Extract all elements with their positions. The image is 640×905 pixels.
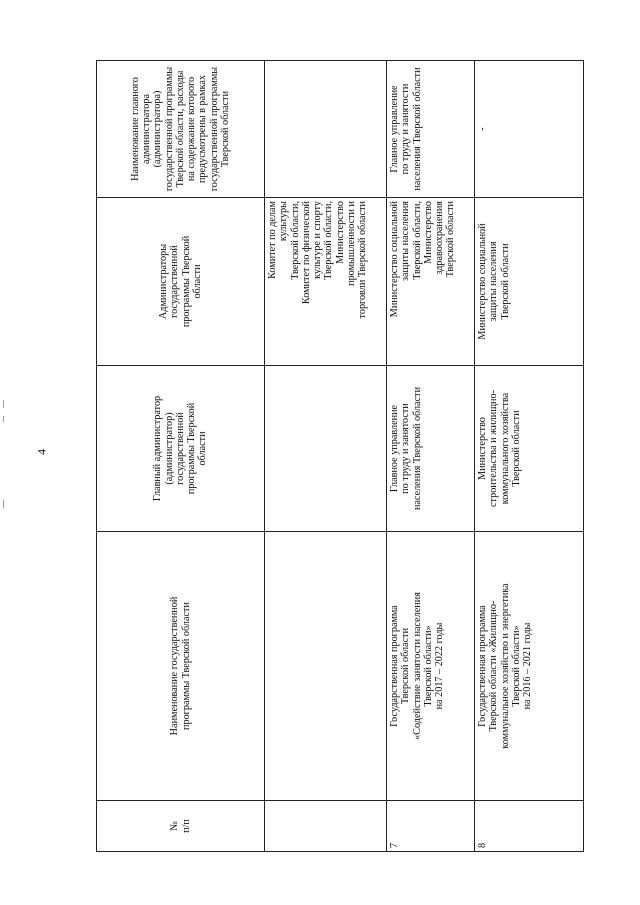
table-row <box>265 61 387 852</box>
table-header-row <box>97 61 265 852</box>
margin-mark <box>3 400 4 408</box>
admins-cell: Министерство социальной защиты населения Тверской области, Министерство здравоохранения Тверской области <box>387 198 475 366</box>
row-number <box>265 801 387 852</box>
main-admin-costs-cell: Главное управление по труду и занятости населения Тверской области <box>387 61 475 198</box>
table-row <box>387 61 475 852</box>
header-main-admin-costs: Наименование главного администратора (администратора) государственной программы Тверской области, расходы на содержание которого предусмотрены в рамках государственной программы Тверской области <box>97 61 265 198</box>
program-cell <box>265 532 387 801</box>
main-admin-cell: Главное управление по труду и занятости населения Тверской области <box>387 366 475 532</box>
margin-mark <box>3 416 4 422</box>
row-number: 8 <box>475 801 584 852</box>
main-admin-costs-cell <box>265 61 387 198</box>
page-number: 4 <box>34 449 49 455</box>
header-main-admin: Главный администратор (администратор) государственной программы Тверской области <box>97 366 265 532</box>
program-cell: Государственная программа Тверской области «Жилищно- коммунальное хозяйство и энергетика Тверской области» на 2016 – 2021 годы <box>475 532 584 801</box>
admins-cell: Комитет по делам культуры Тверской области, Комитет по физической культуре и спорту Тверской области, Министерство промышленности и торговли Тверской области <box>265 198 387 366</box>
admins-cell: Министерство социальной защиты населения Тверской области <box>475 198 584 366</box>
header-program-name: Наименование государственной программы Тверской области <box>97 532 265 801</box>
program-cell: Государственная программа Тверской области «Содействие занятости населения Тверской области» на 2017 – 2022 годы <box>387 532 475 801</box>
main-admin-costs-cell: - <box>475 61 584 198</box>
margin-mark <box>3 500 4 508</box>
main-admin-cell <box>265 366 387 532</box>
table-row <box>475 61 584 852</box>
header-number: № п/п <box>97 801 265 852</box>
rotated-table-container <box>96 61 583 852</box>
header-admins: Администраторы государственной программы Тверской области <box>97 198 265 366</box>
main-admin-cell: Министерство строительства и жилищно- коммунального хозяйства Тверской области <box>475 366 584 532</box>
programs-table <box>96 60 584 852</box>
row-number: 7 <box>387 801 475 852</box>
